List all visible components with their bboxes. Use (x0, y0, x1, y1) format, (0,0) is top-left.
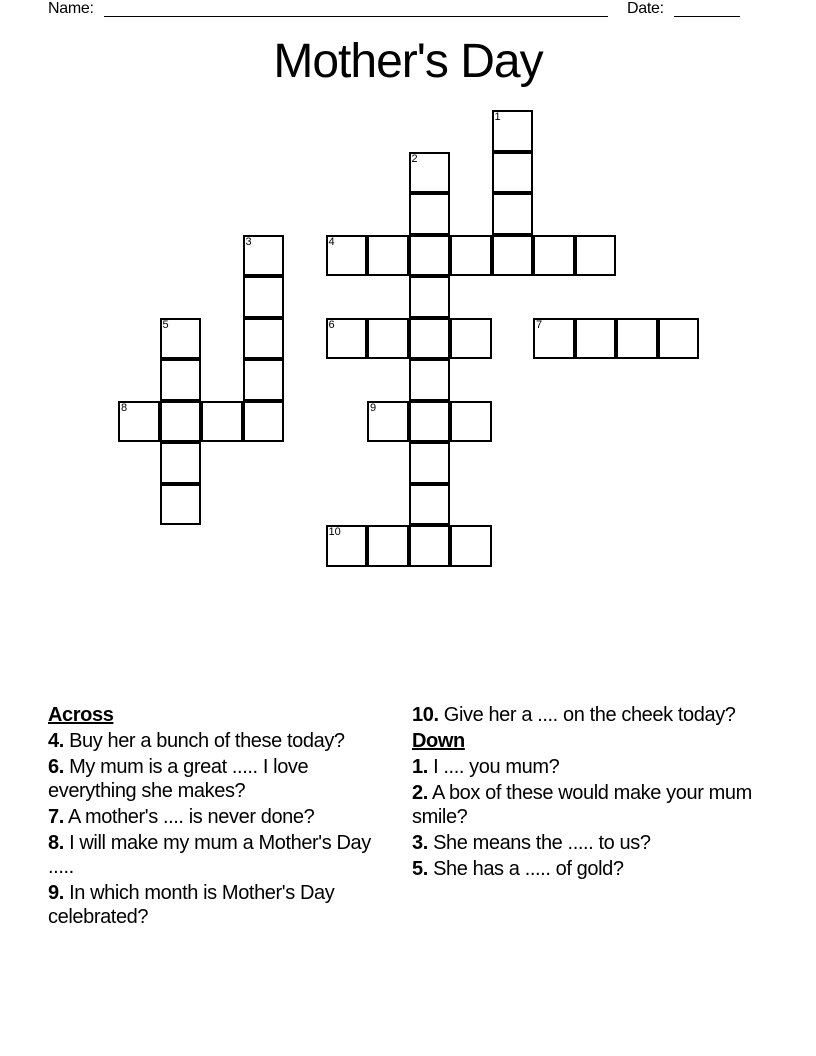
across-heading: Across (48, 704, 114, 726)
down-heading: Down (412, 730, 465, 752)
clue-across-10: 10. Give her a .... on the cheek today? (412, 704, 736, 726)
clues-column-left (48, 703, 388, 931)
crossword-cell[interactable] (409, 318, 451, 360)
crossword-cell[interactable] (118, 401, 160, 443)
crossword-cell[interactable] (409, 401, 451, 443)
crossword-cell[interactable] (367, 525, 409, 567)
crossword-cell[interactable] (326, 525, 368, 567)
clue-down-5: 5. She has a ..... of gold? (412, 858, 624, 880)
crossword-cell[interactable] (160, 484, 202, 526)
crossword-cell[interactable] (492, 193, 534, 235)
crossword-cell[interactable] (533, 318, 575, 360)
crossword-cell[interactable] (575, 235, 617, 277)
clue-across-6: 6. My mum is a great ..... I love everything she makes? (48, 756, 309, 802)
crossword-cell[interactable] (243, 318, 285, 360)
date-label: Date: (627, 0, 664, 17)
crossword-cell[interactable] (160, 401, 202, 443)
crossword-cell[interactable] (243, 401, 285, 443)
crossword-cell[interactable] (409, 193, 451, 235)
crossword-cell[interactable] (409, 359, 451, 401)
crossword-cell[interactable] (616, 318, 658, 360)
crossword-cell[interactable] (243, 235, 285, 277)
clue-across-4: 4. Buy her a bunch of these today? (48, 730, 345, 752)
cell-number: 1 (494, 111, 501, 123)
crossword-cell[interactable] (492, 235, 534, 277)
page-title: Mother's Day (273, 35, 543, 88)
crossword-cell[interactable] (160, 359, 202, 401)
clue-down-2: 2. A box of these would make your mum smile? (412, 782, 752, 828)
crossword-cell[interactable] (450, 525, 492, 567)
date-field-line[interactable] (674, 16, 740, 17)
crossword-cell[interactable] (409, 152, 451, 194)
crossword-cell[interactable] (409, 276, 451, 318)
crossword-cell[interactable] (160, 442, 202, 484)
crossword-cell[interactable] (326, 318, 368, 360)
name-label: Name: (48, 0, 94, 17)
crossword-cell[interactable] (658, 318, 700, 360)
cell-number: 10 (328, 526, 341, 538)
crossword-cell[interactable] (450, 235, 492, 277)
cell-number: 5 (162, 318, 169, 331)
crossword-cell[interactable] (575, 318, 617, 360)
clues-column-right (412, 703, 752, 883)
clue-across-9: 9. In which month is Mother's Day celebrated? (48, 882, 335, 928)
cell-number: 8 (121, 401, 128, 414)
crossword-cell[interactable] (160, 318, 202, 360)
crossword-cell[interactable] (409, 525, 451, 567)
name-field-line[interactable] (104, 16, 608, 17)
crossword-cell[interactable] (492, 152, 534, 194)
cell-number: 2 (411, 152, 418, 165)
crossword-cell[interactable] (243, 276, 285, 318)
cell-number: 7 (536, 318, 543, 331)
cell-number: 3 (245, 235, 252, 248)
crossword-cell[interactable] (409, 442, 451, 484)
cell-number: 9 (370, 401, 377, 414)
crossword-cell[interactable] (367, 401, 409, 443)
crossword-cell[interactable] (367, 235, 409, 277)
clue-down-1: 1. I .... you mum? (412, 756, 560, 778)
crossword-cell[interactable] (409, 235, 451, 277)
crossword-cell[interactable] (533, 235, 575, 277)
clue-across-8: 8. I will make my mum a Mother's Day ..... (48, 832, 371, 878)
crossword-cell[interactable] (492, 110, 534, 152)
crossword-cell[interactable] (243, 359, 285, 401)
crossword-cell[interactable] (450, 401, 492, 443)
crossword-cell[interactable] (201, 401, 243, 443)
crossword-cell[interactable] (409, 484, 451, 526)
crossword-cell[interactable] (367, 318, 409, 360)
cell-number: 4 (328, 235, 335, 248)
crossword-cell[interactable] (326, 235, 368, 277)
clue-down-3: 3. She means the ..... to us? (412, 832, 651, 854)
cell-number: 6 (328, 318, 335, 331)
clue-across-7: 7. A mother's .... is never done? (48, 806, 315, 828)
crossword-cell[interactable] (450, 318, 492, 360)
